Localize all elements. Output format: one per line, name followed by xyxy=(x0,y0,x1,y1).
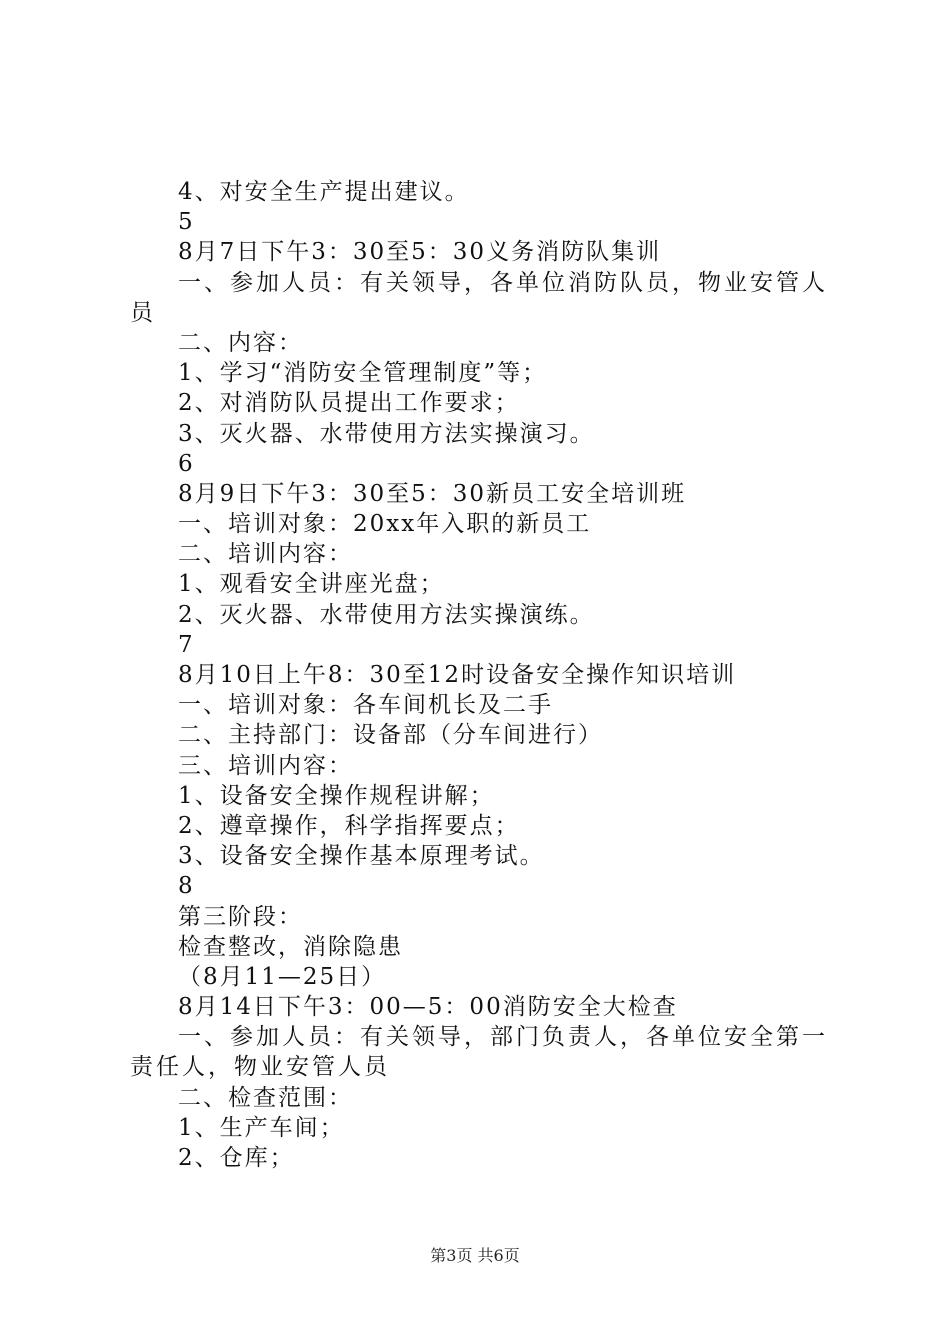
list-item: 2、灭火器、水带使用方法实操演练。 xyxy=(178,601,595,628)
paragraph: 一、参加人员：有关领导，各单位消防队员，物业安管人员 xyxy=(130,269,828,326)
paragraph: 一、培训对象：20xx年入职的新员工 xyxy=(178,511,592,538)
section-number: 7 xyxy=(178,631,195,658)
event-heading: 8月10日上午8：30至12时设备安全操作知识培训 xyxy=(178,662,737,689)
list-item: 2、遵章操作，科学指挥要点； xyxy=(178,812,520,839)
subheading: 三、培训内容： xyxy=(178,752,353,779)
paragraph: 一、培训对象：各车间机长及二手 xyxy=(178,692,553,719)
list-item: 4、对安全生产提出建议。 xyxy=(178,179,470,205)
subheading: 二、内容： xyxy=(178,329,303,356)
list-item: 1、学习“消防安全管理制度”等； xyxy=(178,360,548,387)
list-item: 1、设备安全操作规程讲解； xyxy=(178,782,495,809)
list-item: 1、生产车间； xyxy=(178,1114,345,1141)
list-item: 2、对消防队员提出工作要求； xyxy=(178,390,520,417)
stage-heading: 第三阶段： xyxy=(178,903,303,930)
event-heading: 8月7日下午3：30至5：30义务消防队集训 xyxy=(178,239,662,266)
list-item: 3、设备安全操作基本原理考试。 xyxy=(178,843,545,870)
event-heading: 8月9日下午3：30至5：30新员工安全培训班 xyxy=(178,480,687,507)
paragraph: 二、主持部门：设备部（分车间进行） xyxy=(178,722,603,749)
event-heading: 8月14日下午3：00—5：00消防安全大检查 xyxy=(178,994,678,1021)
list-item: 3、灭火器、水带使用方法实操演习。 xyxy=(178,420,595,447)
list-item: 1、观看安全讲座光盘； xyxy=(178,571,445,598)
page-footer: 第3页 共6页 xyxy=(430,1246,520,1265)
stage-title: 检查整改，消除隐患 xyxy=(178,933,403,960)
subheading: 二、培训内容： xyxy=(178,541,353,568)
paragraph: 一、参加人员：有关领导，部门负责人，各单位安全第一责任人，物业安管人员 xyxy=(130,1024,828,1081)
section-number: 6 xyxy=(178,450,195,477)
section-number: 8 xyxy=(178,873,195,900)
document-body xyxy=(130,177,830,1173)
stage-dates: （8月11—25日） xyxy=(178,963,387,990)
list-item: 2、仓库； xyxy=(178,1145,295,1172)
section-number: 5 xyxy=(178,209,195,236)
subheading: 二、检查范围： xyxy=(178,1084,353,1111)
